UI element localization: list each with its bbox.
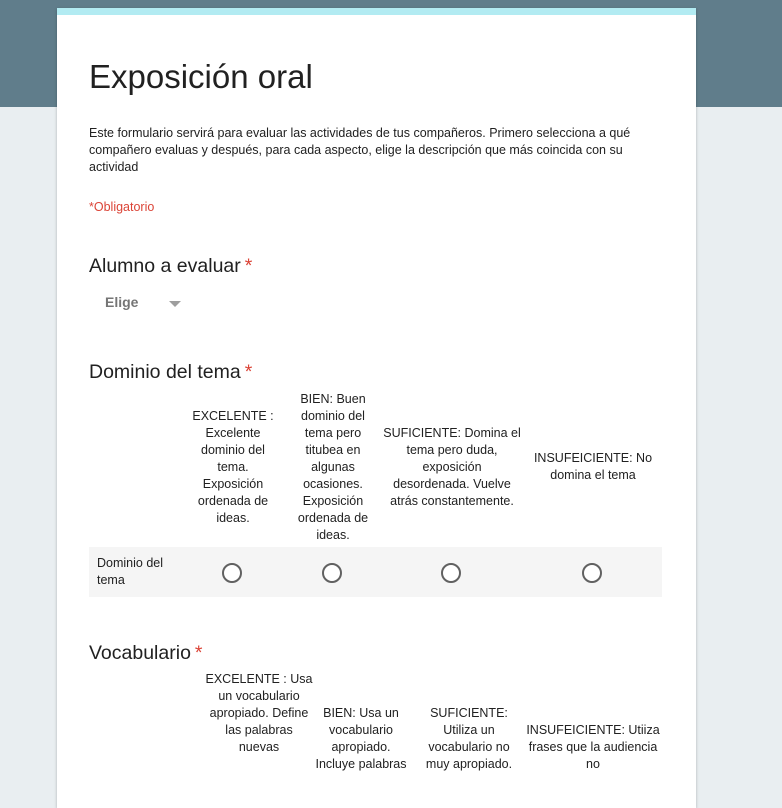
required-note: *Obligatorio bbox=[89, 200, 155, 214]
required-asterisk: * bbox=[194, 642, 203, 664]
required-asterisk: * bbox=[244, 255, 253, 277]
radio-bien[interactable] bbox=[322, 563, 342, 583]
radio-insuficiente[interactable] bbox=[582, 563, 602, 583]
question-title-alumno bbox=[89, 255, 252, 278]
select-value: Elige bbox=[105, 294, 139, 310]
column-header-insuficiente: INSUFEICIENTE: Utiiza frases que la audiencia no bbox=[526, 723, 660, 771]
question-title-dominio bbox=[89, 361, 252, 384]
form-card bbox=[57, 8, 696, 808]
column-header-excelente: EXCELENTE : Usa un vocabulario apropiado. Define las palabras nuevas bbox=[205, 672, 313, 754]
column-header-suficiente: SUFICIENTE: Domina el tema pero duda, exposición desordenada. Vuelve atrás constantemente. bbox=[383, 426, 521, 508]
column-header-suficiente: SUFICIENTE: Utiliza un vocabulario no muy apropiado. bbox=[425, 706, 513, 771]
column-header-excelente: EXCELENTE : Excelente dominio del tema. Exposición ordenada de ideas. bbox=[192, 409, 274, 525]
dropdown-arrow-icon bbox=[169, 301, 181, 307]
question-label: Alumno a evaluar bbox=[89, 255, 241, 277]
question-label: Vocabulario bbox=[89, 642, 191, 664]
form-title: Exposición oral bbox=[89, 58, 313, 95]
column-header-insuficiente: INSUFEICIENTE: No domina el tema bbox=[533, 451, 653, 482]
student-select[interactable] bbox=[97, 293, 189, 315]
row-label: Dominio del tema bbox=[97, 556, 164, 587]
question-label: Dominio del tema bbox=[89, 361, 241, 383]
radio-suficiente[interactable] bbox=[441, 563, 461, 583]
form-description: Este formulario servirá para evaluar las actividades de tus compañeros. Primero selecciona a qué compañero evaluas y después, para cada aspecto, elige la descripción que más coincida con su actividad bbox=[89, 126, 631, 174]
question-title-vocabulario bbox=[89, 642, 203, 665]
column-header-bien: BIEN: Buen dominio del tema pero titubea en algunas ocasiones. Exposición ordenada de ideas. bbox=[297, 392, 369, 542]
radio-excelente[interactable] bbox=[222, 563, 242, 583]
required-asterisk: * bbox=[244, 361, 253, 383]
column-header-bien: BIEN: Usa un vocabulario apropiado. Incluye palabras bbox=[315, 706, 407, 771]
